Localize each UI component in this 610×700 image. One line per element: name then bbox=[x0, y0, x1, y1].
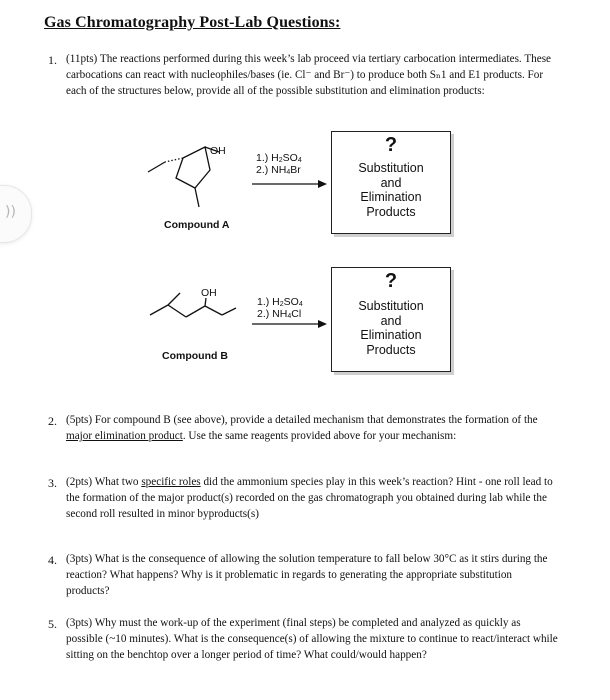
page-title: Gas Chromatography Post-Lab Questions: bbox=[44, 14, 341, 31]
reaction-b-box-line-2: and bbox=[380, 313, 402, 328]
question-1-text: (11pts) The reactions performed during this week’s lab proceed via tertiary carbocation intermediates. These carbocations can react with nucleophiles/bases (ie. Cl⁻ and Br⁻) to produce both Sₙ1 and E1 products. For each of the structures below, provide all of the possible substitution and elimination products: bbox=[66, 53, 552, 97]
reaction-a-box-line-2: and bbox=[380, 175, 402, 190]
reaction-b-products-box bbox=[331, 267, 451, 372]
reaction-a-step-1: 1.) $H_2SO_4$ bbox=[256, 152, 302, 164]
question-4-number: 4. bbox=[48, 553, 57, 567]
sound-icon: )) bbox=[5, 204, 16, 220]
reaction-b-step-1: 1.) $H_2SO_4$ bbox=[257, 296, 303, 308]
compound-b-oh-label: OH bbox=[201, 287, 217, 299]
question-2-number: 2. bbox=[48, 414, 57, 428]
question-4-text: (3pts) What is the consequence of allowing the solution temperature to fall below 30°C as it stirs during the reaction? What happens? Why is it problematic in regards to generating the appropriate substitution products? bbox=[66, 553, 548, 597]
question-3-number: 3. bbox=[48, 476, 57, 490]
reaction-a-box-line-4: Products bbox=[366, 204, 416, 219]
reaction-b-unknown-mark: ? bbox=[384, 270, 398, 292]
compound-b-label: Compound B bbox=[162, 350, 228, 362]
reaction-b-box-line-4: Products bbox=[366, 342, 416, 357]
question-5-text: (3pts) Why must the work-up of the experiment (final steps) be completed and analyzed as quickly as possible (~10 minutes). What is the consequence(s) of allowing the mixture to continue to react/interact while sitting on the benchtop over a longer period of time? What could/would happen? bbox=[66, 617, 558, 661]
reaction-b-step-2: 2.) $NH_4Cl$ bbox=[257, 308, 302, 320]
compound-a-oh-label: OH bbox=[210, 145, 226, 157]
reaction-a-unknown-mark: ? bbox=[384, 134, 398, 156]
compound-a-label: Compound A bbox=[164, 219, 230, 231]
question-2-text: (5pts) For compound B (see above), provide a detailed mechanism that demonstrates the formation of the major elimination product. Use the same reagents provided above for your mechanism: bbox=[66, 414, 538, 442]
reaction-a-box-line-1: Substitution bbox=[358, 161, 424, 175]
question-1-number: 1. bbox=[48, 53, 57, 67]
question-5-number: 5. bbox=[48, 617, 57, 631]
reaction-b-box-line-1: Substitution bbox=[358, 299, 424, 313]
reaction-a-box-line-3: Elimination bbox=[360, 190, 422, 204]
question-3-text: (2pts) What two specific roles did the ammonium species play in this week’s reaction? Hint - one roll lead to the formation of the major product(s) recorded on the gas chromatograph you obtained during lab while the second roll resulted in minor byproducts(s) bbox=[66, 476, 553, 520]
reaction-b-box-line-3: Elimination bbox=[360, 328, 422, 342]
reaction-a-step-2: 2.) $NH_4Br$ bbox=[256, 164, 301, 176]
